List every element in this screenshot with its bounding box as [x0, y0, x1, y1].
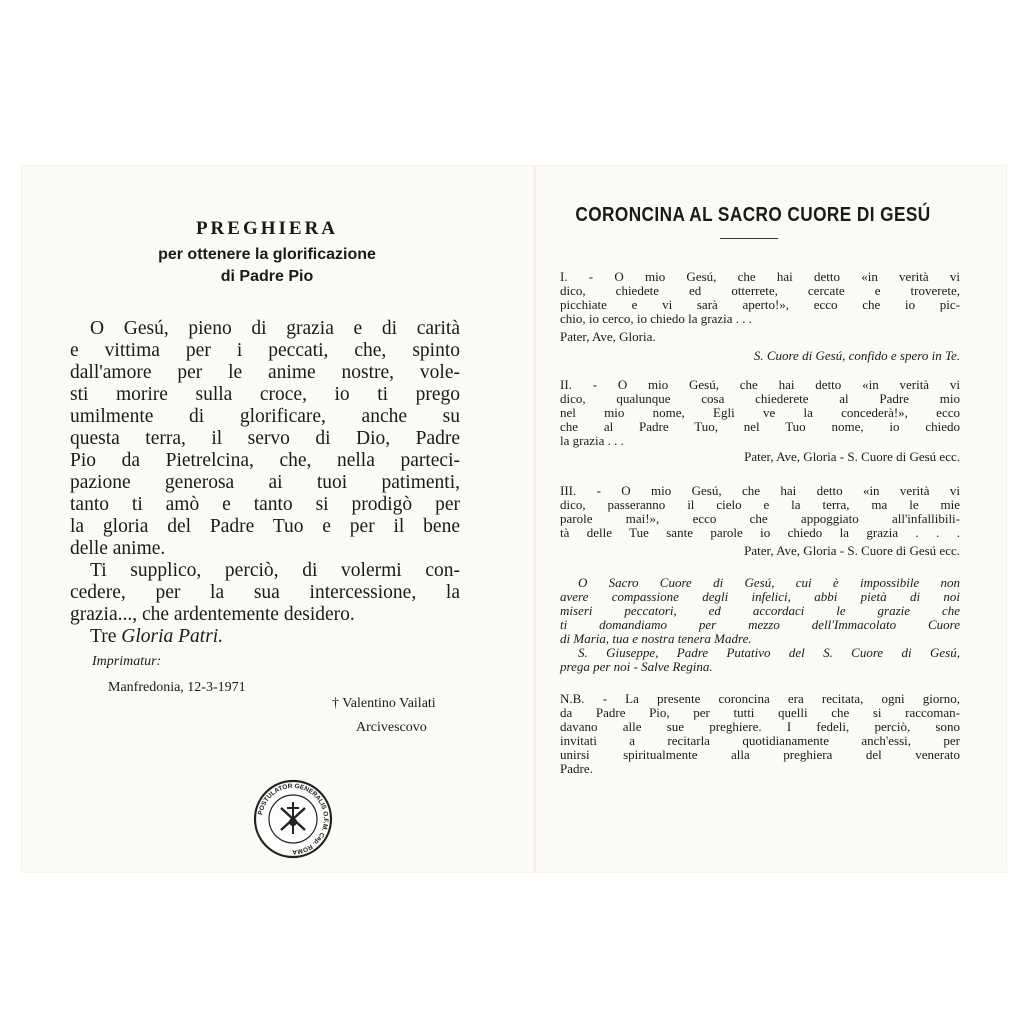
coroncina-line: N.B. - La presente coroncina era recitata, ogni giorno, [560, 691, 960, 706]
prayer-subtitle-2: di Padre Pio [220, 268, 314, 285]
prayer-line: tanto ti amò e tanto si prodigò per [70, 494, 460, 515]
stamp-text: POSTULATOR GENERALIS O.F.M. Cap. ROMA [257, 782, 330, 856]
prayer-line: Ti supplico, perciò, di volermi con- [90, 560, 460, 581]
coroncina-line: Pater, Ave, Gloria - S. Cuore di Gesú ecc. [744, 543, 960, 558]
place-date: Manfredonia, 12-3-1971 [108, 680, 246, 695]
coroncina-line: invitati a recitarla quotidianamente anch'essi, per [560, 733, 960, 748]
coroncina-line: O Sacro Cuore di Gesú, cui è impossibile non [578, 575, 960, 590]
imprimatur-label: Imprimatur: [92, 654, 162, 669]
coroncina-line: parole mai!», ecco che appoggiato all'infallibili- [560, 511, 960, 526]
coroncina-line: dico, chiedete ed otterrete, cercate e troverete, [560, 283, 960, 298]
prayer-line: O Gesú, pieno di grazia e di carità [90, 318, 460, 339]
coroncina-line: unirsi spiritualmente alla preghiera del venerato [560, 747, 960, 762]
coroncina-line: dico, qualunque cosa chiederete al Padre mio [560, 391, 960, 406]
coroncina-line: picchiate e vi sarà aperto!», ecco che io pic- [560, 297, 960, 312]
coroncina-line: S. Giuseppe, Padre Putativo del S. Cuore di Gesú, [578, 645, 960, 660]
coroncina-line: tà delle Tue sante parole io chiedo la grazia . . . [560, 525, 960, 540]
signature-title: Arcivescovo [356, 720, 427, 735]
coroncina-title: CORONCINA AL SACRO CUORE DI GESÚ [575, 204, 931, 226]
prayer-line: sti morire sulla croce, io ti prego [70, 384, 460, 405]
coroncina-line: di Maria, tua e nostra tenera Madre. [560, 631, 752, 646]
coroncina-line: prega per noi - Salve Regina. [560, 659, 713, 674]
prayer-line: e vittima per i peccati, che, spinto [70, 340, 460, 361]
coroncina-line: avere compassione degli infelici, abbi pietà di noi [560, 589, 960, 604]
closing-prefix: Tre [90, 626, 122, 647]
title-rule [720, 238, 778, 239]
prayer-title: PREGHIERA [195, 218, 339, 239]
coroncina-line: che al Padre Tuo, nel Tuo nome, io chiedo [560, 419, 960, 434]
prayer-line: dall'amore per le anime nostre, vole- [70, 362, 460, 383]
coroncina-line: da Padre Pio, per tutti quelli che si raccoman- [560, 705, 960, 720]
prayer-subtitle-1: per ottenere la glorificazione [158, 246, 376, 263]
right-panel [538, 166, 1006, 872]
coroncina-line: S. Cuore di Gesú, confido e spero in Te. [753, 348, 960, 363]
coroncina-line: III. - O mio Gesú, che hai detto «in verità vi [560, 483, 960, 498]
prayer-line: umilmente di glorificare, anche su [70, 406, 460, 427]
coroncina-line: davano alle sue preghiere. I fedeli, perciò, sono [560, 719, 960, 734]
prayer-line: Pio da Pietrelcina, che, nella parteci- [70, 450, 460, 471]
prayer-line: pazione generosa ai tuoi patimenti, [70, 472, 460, 493]
coroncina-line: miseri peccatori, ed accordaci le grazie che [560, 603, 960, 618]
coroncina-line: chio, io cerco, io chiedo la grazia . . . [560, 311, 753, 326]
coroncina-line: la grazia . . . [560, 433, 624, 448]
coroncina-line: nel mio nome, Egli ve la concederà!», ecco [560, 405, 960, 420]
card-fold [534, 166, 536, 872]
prayer-line: grazia..., che ardentemente desidero. [70, 604, 355, 625]
coroncina-line: II. - O mio Gesú, che hai detto «in verità vi [560, 377, 960, 392]
coroncina-line: I. - O mio Gesú, che hai detto «in verità vi [560, 269, 960, 284]
coroncina-line: ti domandiamo per mezzo dell'Immacolato Cuore [560, 617, 960, 632]
coroncina-line: Padre. [560, 761, 593, 776]
prayer-card [22, 166, 1006, 872]
coroncina-line: dico, passeranno il cielo e la terra, ma le mie [560, 497, 960, 512]
coroncina-line: Pater, Ave, Gloria - S. Cuore di Gesú ecc. [744, 449, 960, 464]
closing-italic: Gloria Patri. [121, 626, 224, 647]
prayer-closing [70, 627, 460, 647]
coroncina-line: Pater, Ave, Gloria. [560, 329, 656, 344]
prayer-line: cedere, per la sua intercessione, la [70, 582, 460, 603]
prayer-line: delle anime. [70, 538, 166, 559]
signature-name: † Valentino Vailati [332, 696, 436, 711]
prayer-line: questa terra, il servo di Dio, Padre [70, 428, 460, 449]
left-panel [22, 166, 512, 872]
prayer-line: la gloria del Padre Tuo e per il bene [70, 516, 460, 537]
postulator-stamp [252, 778, 334, 860]
